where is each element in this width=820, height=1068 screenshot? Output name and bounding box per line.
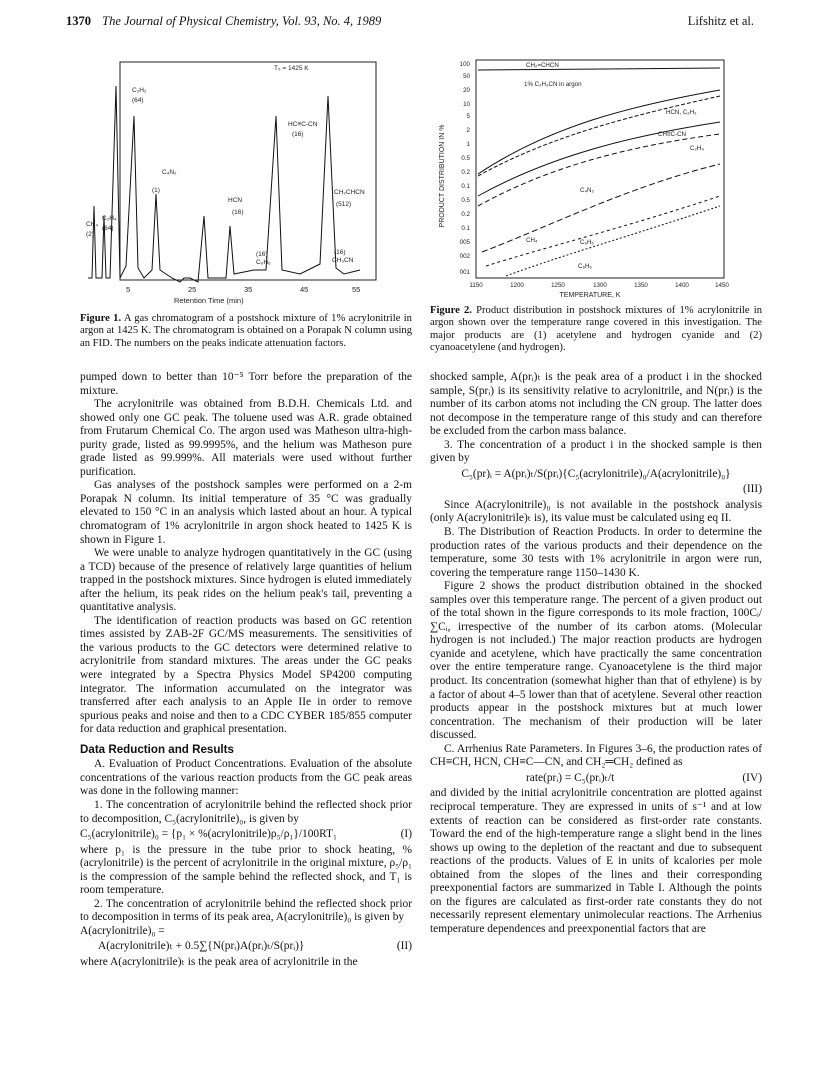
distribution-svg: [430, 56, 730, 300]
x-tick: 1450: [715, 282, 729, 289]
paragraph: Figure 2 shows the product distribution obtained in the shocked samples over this temperature range. The percent of a given product out of the total shown in the figure corresponds to its mole fraction, 100Cᵢ/∑Cᵢ, irrespective of the number of its carbon atoms. (Molecular hydrogen is not included.) The major reaction products are hydrogen cyanide and acetylene, which have practically the same concentration over the entire temperature range. Cyanoacetylene is the third major product. Its concentration (somewhat higher than that of ethylene) is by a factor of about 4–5 lower than that of acetylene. Several other reaction products appear in the postshock mixtures but at much lower concentration. The mechanism of their production will be later discussed.: [430, 580, 762, 742]
y-tick: 50: [463, 73, 470, 80]
peak-att: (2): [86, 231, 94, 238]
series-label: C₆H₆: [580, 239, 594, 246]
series-label: CH₄: [526, 237, 538, 244]
equation-1: [80, 828, 412, 842]
paragraph: 3. The concentration of a product i in the shocked sample is then given by: [430, 438, 762, 465]
x-tick: 25: [188, 285, 197, 294]
caption-label: Figure 1.: [80, 313, 122, 324]
y-tick: 0.1: [461, 183, 470, 190]
equation-number: (IV): [742, 771, 762, 784]
equation-number: (I): [400, 828, 412, 841]
left-column: [80, 371, 412, 970]
peak-att: (16): [232, 209, 244, 216]
equation-body: A(acrylonitrile)ₜ + 0.5∑{N(prᵢ)A(prᵢ)ₜ/S(prᵢ)}: [98, 940, 305, 953]
figure-2-product-distribution: [430, 56, 730, 300]
y-tick: 0.5: [461, 197, 470, 204]
x-tick: 35: [244, 285, 253, 294]
x-tick: 1200: [510, 282, 524, 289]
series-label: HCN, C₂H₂: [666, 109, 697, 116]
paragraph: C. Arrhenius Rate Parameters. In Figures 3–6, the production rates of CH≡CH, HCN, CH≡C—CN, and CH₂═CH₂ defined as: [430, 742, 762, 769]
figure-1-caption: [80, 313, 412, 350]
y-tick: 1: [466, 141, 470, 148]
peak-att: (16): [292, 131, 304, 138]
x-tick: 5: [126, 285, 131, 294]
peak-label: HCN: [228, 197, 243, 204]
y-tick: 20: [463, 87, 470, 94]
peak-label: C₄N₂: [162, 169, 177, 176]
caption-text: Product distribution in postshock mixtures of 1% acrylonitrile in argon shown over the temperature range covered in this investigation. The major products are (1) acetylene and hydrogen cyanide and (2) cyanoacetylene (and hydrogen).: [430, 305, 762, 354]
paragraph: 1. The concentration of acrylonitrile behind the reflected shock prior to decomposition, C₅(acrylonitrile)₀, is given by: [80, 798, 412, 825]
peak-att: (64): [132, 97, 144, 104]
paragraph: pumped down to better than 10⁻⁵ Torr before the preparation of the mixture.: [80, 371, 412, 397]
paragraph: The acrylonitrile was obtained from B.D.H. Chemicals Ltd. and showed only one GC peak. The toluene used was A.R. grade obtained from Frutarum Chemical Co. The argon used was Matheson ultra-high-purity grade, listed as 99.9995%, and the helium was Matheson pure grade listed as 99.999%. All materials were used without further purification.: [80, 398, 412, 478]
section-heading: Data Reduction and Results: [80, 742, 234, 756]
legend-text: 1% C₂H₃CN in argon: [524, 81, 582, 88]
x-tick: 1150: [469, 282, 483, 289]
paragraph: shocked sample, A(prᵢ)ₜ is the peak area of a product i in the shocked sample, S(prᵢ) is its sensitivity relative to acrylonitrile, and N(prᵢ) is the number of its carbon atoms not including the CN group. The latter does not decompose in the temperature range of this study and can therefore be excluded from the carbon mass balance.: [430, 371, 762, 438]
peak-att: (64): [102, 225, 114, 232]
x-axis-label: TEMPERATURE, K: [559, 292, 621, 299]
series-label: C₆H₆: [578, 263, 592, 270]
equation-4: [430, 772, 762, 786]
caption-text: A gas chromatogram of a postshock mixture of 1% acrylonitrile in argon at 1425 K. The chromatogram is obtained on a Porapak N column using an FID. The numbers on the peaks indicate attenuation factors.: [80, 313, 412, 349]
peak-label: CH₂CHCN: [334, 189, 365, 196]
x-tick: 1350: [634, 282, 648, 289]
paragraph: where p₁ is the pressure in the tube prior to shock heating, %(acrylonitrile) is the percent of acrylonitrile in the original mixture, ρ₅/ρ₁ is the compression of the sample behind the reflected shock, and T₁ is room temperature.: [80, 843, 412, 897]
y-tick: 0.1: [461, 225, 470, 232]
x-tick: 45: [300, 285, 309, 294]
right-column: [430, 371, 762, 936]
y-tick: 2: [466, 127, 470, 134]
equation-2: [80, 925, 412, 954]
page-number: 1370: [66, 14, 91, 28]
paragraph: and divided by the initial acrylonitrile concentration are plotted against reciprocal temperature. They are expressed in units of s⁻¹ and at low extents of reaction can be considered as first-order rate constants. Toward the end of the high-temperature range a slight bend in the lines shows up owing to the depletion of the reactant and due to subsequent reactions of the products. Values of E in units of kcalories per mole obtained from the slopes of the lines and their corresponding preexponential factors are summarized in Table I. Although the points on the figures are calculated as first-order rate constants they do not necessarily represent elementary unimolecular reactions. The Arrhenius temperature dependences and preexponential factors that are: [430, 787, 762, 935]
series-label: C₂H₄: [690, 145, 704, 152]
series-label: C₄N₂: [580, 187, 594, 194]
peak-label: CH₃CN: [332, 257, 354, 264]
y-tick: 0.2: [461, 169, 470, 176]
paragraph: Since A(acrylonitrile)₀ is not available in the postshock analysis (only A(acrylonitrile)ₜ is), its value must be calculated using eq II.: [430, 498, 762, 525]
series-label: CH≡C-CN: [658, 131, 687, 138]
y-tick: 002: [459, 253, 470, 260]
paragraph: A. Evaluation of Product Concentrations. Evaluation of the absolute concentrations of the various reaction products from the GC peak areas was done in the following manner:: [80, 758, 412, 798]
journal-citation: The Journal of Physical Chemistry, Vol. 93, No. 4, 1989: [102, 14, 382, 28]
paragraph: The identification of reaction products was based on GC retention times assisted by ZAB-2F GC/MS measurements. The sensitivities of the various products to the GC detectors were determined relative to acrylonitrile from standard mixtures. The areas under the GC peaks were integrated by a Spectra Physics Model SP4200 computing integrator. The information accumulated on the integrator was transferred after each analysis to an Apple IIe in order to remove spurious peaks and noise and then to a CDC CYBER 185/855 computer for data reduction and graphical presentation.: [80, 614, 412, 736]
series-label: CH₂=CHCN: [526, 62, 559, 69]
y-tick: 001: [459, 269, 470, 276]
equation-number: (III): [743, 483, 762, 496]
equation-body: C₅(acrylonitrile)₀ = {p₁ × %(acrylonitrile)ρ₅/ρ₁}/100RT₁: [80, 828, 337, 841]
y-tick: 0.5: [461, 155, 470, 162]
paragraph: where A(acrylonitrile)ₜ is the peak area of acrylonitrile in the: [80, 955, 358, 968]
peak-label: HC≡C-CN: [288, 121, 318, 128]
y-axis-label: PRODUCT DISTRIBUTION IN %: [439, 124, 446, 228]
equation-body: C₅(pr)ᵢ = A(prᵢ)ₜ/S(prᵢ){C₅(acrylonitrile)₀/A(acrylonitrile)₀}: [461, 467, 731, 480]
y-tick: 0.2: [461, 211, 470, 218]
running-authors: Lifshitz et al.: [687, 14, 754, 28]
peak-att: (1): [152, 187, 160, 194]
peak-att: (16): [256, 251, 268, 258]
running-header: [66, 14, 754, 32]
x-tick: 1250: [551, 282, 565, 289]
figure-2-caption: [430, 305, 762, 355]
paragraph: B. The Distribution of Reaction Products. In order to determine the production rates of the various products and their dependence on the temperature, some 30 tests with 1% acrylonitrile in argon were run, covering the temperature range 1150–1430 K.: [430, 526, 762, 579]
peak-att: (16): [334, 249, 346, 256]
chromatogram-svg: [80, 56, 380, 308]
y-tick: 005: [459, 239, 470, 246]
equation-body: rate(prᵢ) = C₅(prᵢ)ₜ/t: [526, 771, 615, 784]
x-tick: 1300: [593, 282, 607, 289]
fig1-temp-label: T₅ = 1425 K: [274, 65, 309, 72]
y-tick: 10: [463, 101, 470, 108]
x-tick: 55: [352, 285, 361, 294]
peak-att: (512): [336, 201, 352, 208]
paragraph: We were unable to analyze hydrogen quantitatively in the GC (using a TCD) because of the presence of relatively large quantities of helium trapped in the postshock mixtures. Since hydrogen is eluted immediately after the helium, its peak rides on the helium peak's tail, preventing a quantitative analysis.: [80, 547, 412, 614]
peak-label: C₂H₂: [132, 87, 147, 94]
figure-1-chromatogram: [80, 56, 380, 308]
peak-label: C₆H₆: [256, 259, 271, 266]
y-tick: 5: [466, 113, 470, 120]
caption-label: Figure 2.: [430, 305, 472, 316]
x-tick: 1400: [675, 282, 689, 289]
paragraph: 2. The concentration of acrylonitrile behind the reflected shock prior to decomposition in terms of its peak area, A(acrylonitrile)₀ is given by: [80, 897, 412, 924]
equation-3: [430, 468, 762, 482]
x-axis-label: Retention Time (min): [174, 296, 244, 305]
equation-lhs: A(acrylonitrile)₀ =: [80, 924, 165, 937]
paragraph: Gas analyses of the postshock samples were performed on a 2-m Porapak N column. Its initial temperature of 35 °C was gradually elevated to 150 °C in an analysis which lasted about an hour. A typical chromatogram of 1% acrylonitrile in argon shock heated to 1425 K is shown in Figure 1.: [80, 479, 412, 546]
y-tick: 100: [459, 61, 470, 68]
peak-label: C₂H₄: [102, 215, 117, 222]
equation-number: (II): [396, 940, 412, 953]
peak-label: CH₄: [86, 221, 99, 228]
